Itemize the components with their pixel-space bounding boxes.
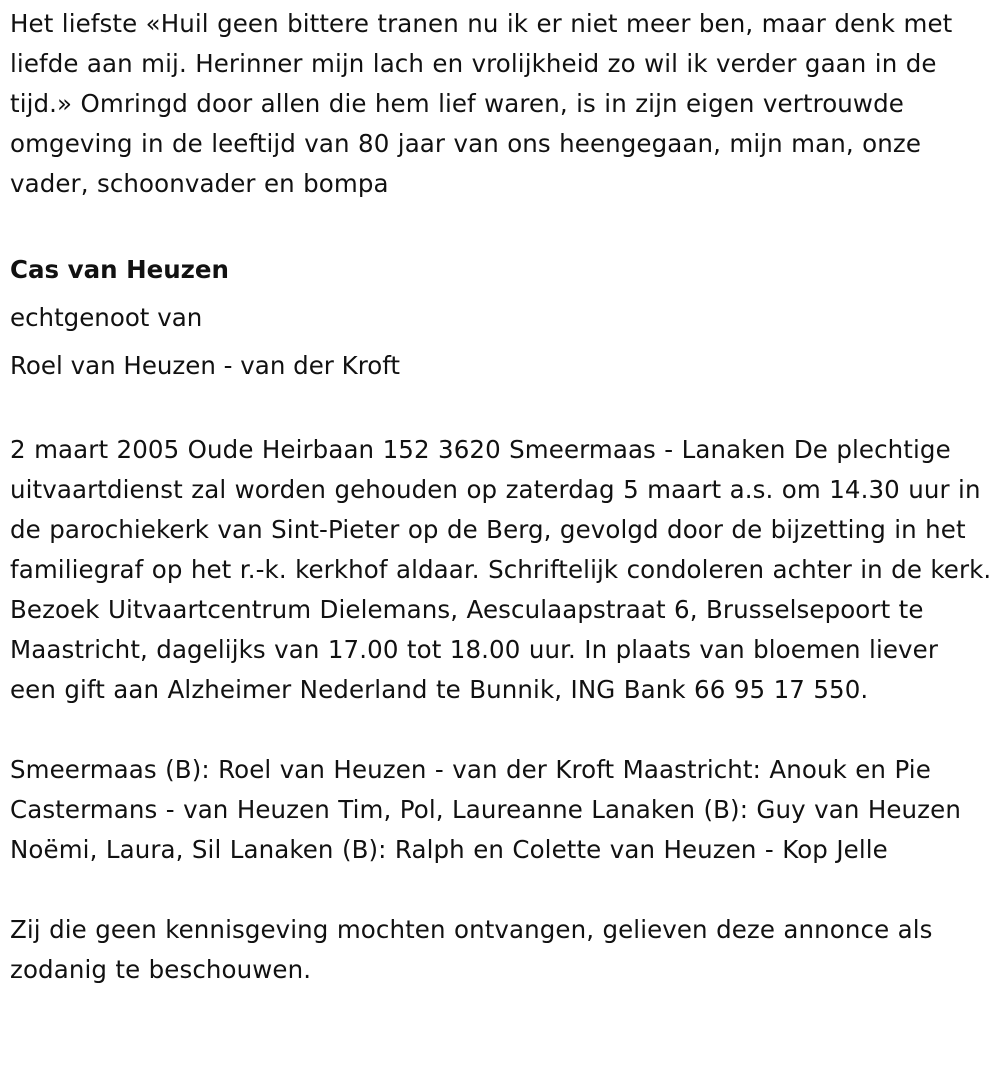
intro-paragraph: Het liefste «Huil geen bittere tranen nu ik er niet meer ben, maar denk met liefde aan mij. Herinner mijn lach en vrolijkheid zo wil ik verder gaan in de tijd.» Omringd door allen die hem lief waren, is in zijn eigen vertrouwde omgeving in de leeftijd van 80 jaar van ons heengegaan, mijn man, onze vader, schoonvader en bompa bbox=[10, 9, 953, 198]
details-paragraph: 2 maart 2005 Oude Heirbaan 152 3620 Smeermaas - Lanaken De plechtige uitvaartdienst zal worden gehouden op zaterdag 5 maart a.s. om 14.30 uur in de parochiekerk van Sint-Pieter op de Berg, gevolgd door de bijzetting in het familiegraf op het r.-k. kerkhof aldaar. Schriftelijk condoleren achter in de kerk. Bezoek Uitvaartcentrum Dielemans, Aesculaapstraat 6, Brusselsepoort te Maastricht, dagelijks van 17.00 tot 18.00 uur. In plaats van bloemen liever een gift aan Alzheimer Nederland te Bunnik, ING Bank 66 95 17 550. bbox=[10, 435, 992, 704]
spacer bbox=[10, 710, 992, 750]
closing-paragraph: Zij die geen kennisgeving mochten ontvangen, gelieven deze annonce als zodanig te beschouwen. bbox=[10, 915, 933, 984]
spacer bbox=[10, 204, 992, 244]
deceased-name: Cas van Heuzen bbox=[10, 255, 229, 284]
spacer bbox=[10, 390, 992, 430]
family-paragraph: Smeermaas (B): Roel van Heuzen - van der Kroft Maastricht: Anouk en Pie Castermans - van Heuzen Tim, Pol, Laureanne Lanaken (B): Guy van Heuzen Noëmi, Laura, Sil Lanaken (B): Ralph en Colette van Heuzen - Kop Jelle bbox=[10, 755, 961, 864]
spouse-label: echtgenoot van bbox=[10, 303, 203, 332]
spacer bbox=[10, 870, 992, 910]
spouse-name: Roel van Heuzen - van der Kroft bbox=[10, 351, 401, 380]
